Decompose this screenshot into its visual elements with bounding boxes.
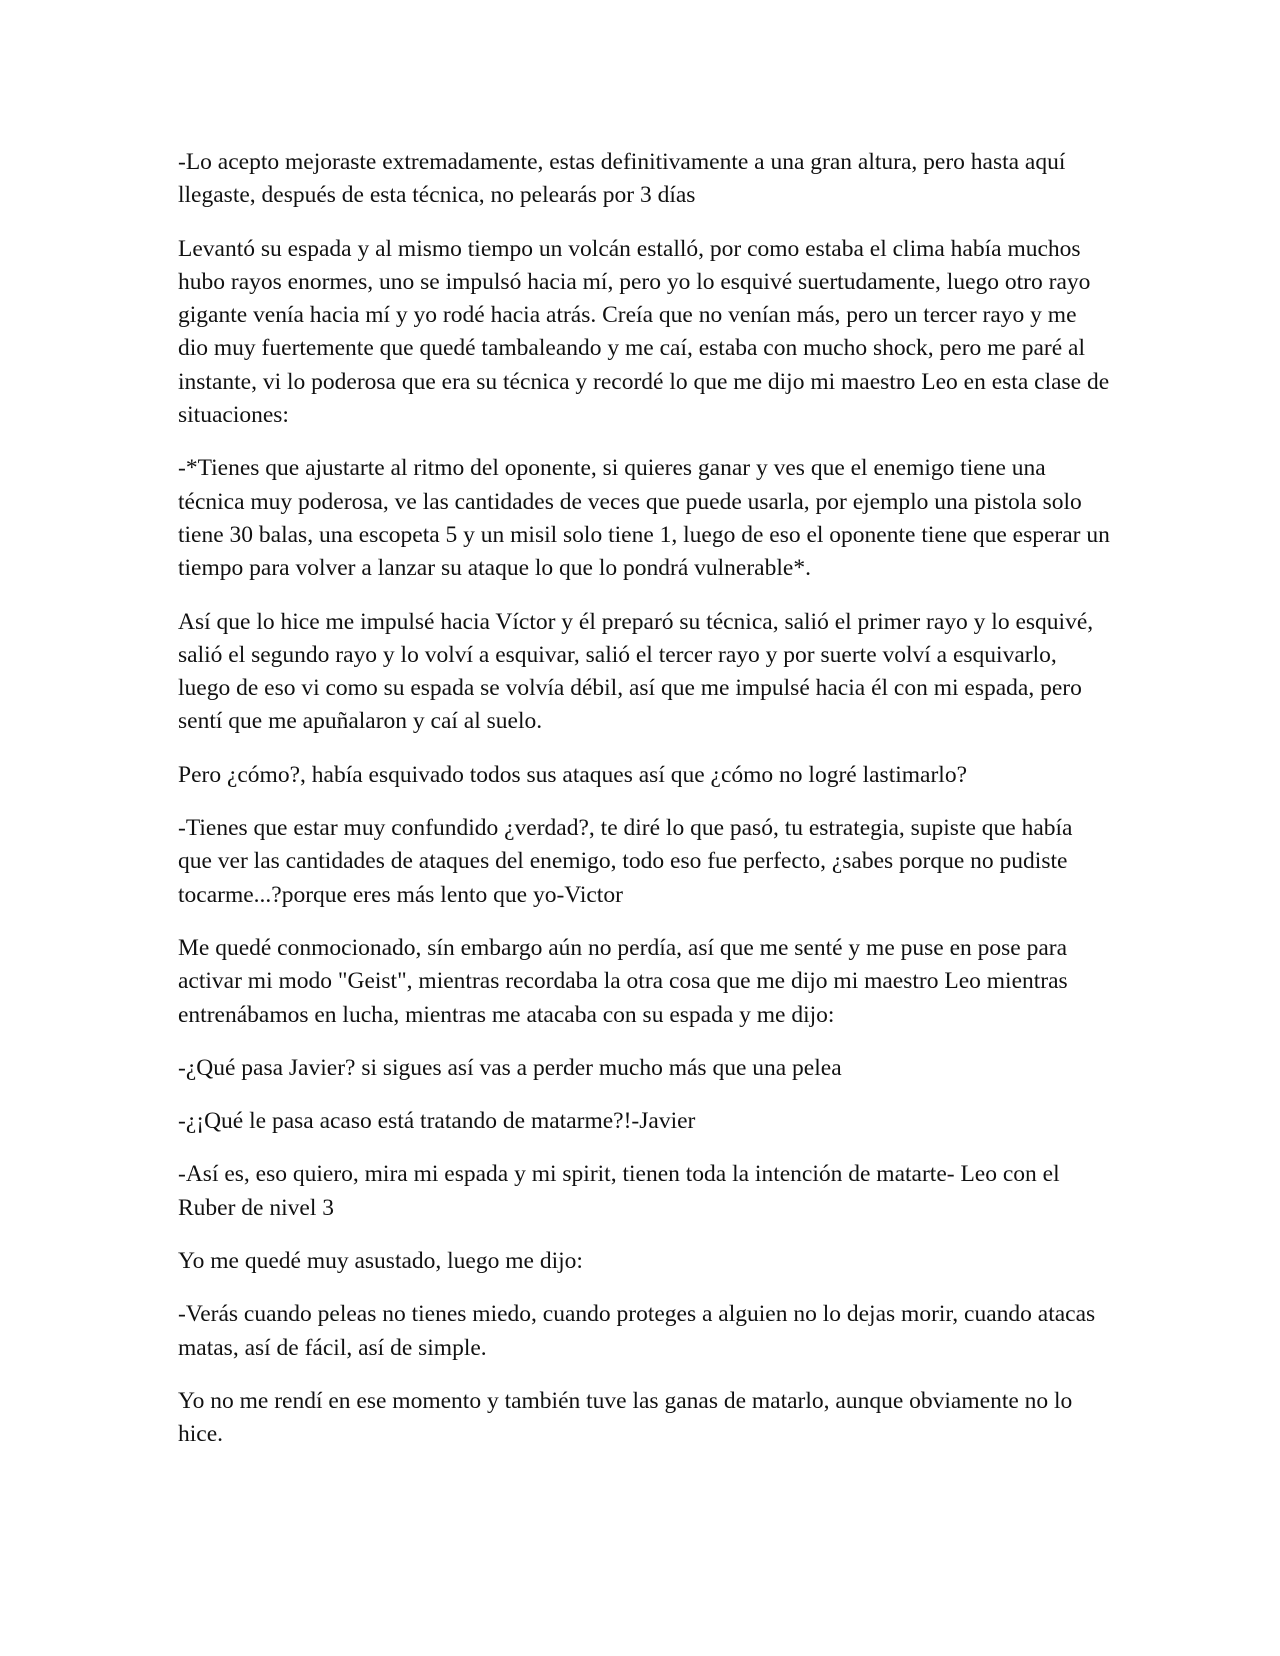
paragraph-10: -Así es, eso quiero, mira mi espada y mi spirit, tienen toda la intención de matarte- Leo con el Ruber de nivel 3 <box>178 1161 1060 1221</box>
paragraph-1: -Lo acepto mejoraste extremadamente, estas definitivamente a una gran altura, pero hasta aquí llegaste, después de esta técnica, no pelearás por 3 días <box>178 149 1066 209</box>
paragraph-6: -Tienes que estar muy confundido ¿verdad?, te diré lo que pasó, tu estrategia, supiste que había que ver las cantidades de ataques del enemigo, todo eso fue perfecto, ¿sabes porque no pudiste tocarme...?porque eres más lento que yo-Victor <box>178 815 1073 908</box>
paragraph-9: -¿¡Qué le pasa acaso está tratando de matarme?!-Javier <box>178 1108 696 1135</box>
paragraph-11: Yo me quedé muy asustado, luego me dijo: <box>178 1248 583 1275</box>
paragraph-8: -¿Qué pasa Javier? si sigues así vas a perder mucho más que una pelea <box>178 1054 842 1081</box>
paragraph-13: Yo no me rendí en ese momento y también tuve las ganas de matarlo, aunque obviamente no lo hice. <box>178 1387 1073 1448</box>
paragraph-2: Levantó su espada y al mismo tiempo un volcán estalló, por como estaba el clima había muchos hubo rayos enormes, uno se impulsó hacia mí, pero yo lo esquivé suertudamente, luego otro rayo gigante venía hacia mí y yo rodé hacia atrás. Creía que no venían más, pero un tercer rayo y me dio muy fuertemente que quedé tambaleando y me caí, estaba con mucho shock, pero me paré al instante, vi lo poderosa que era su técnica y recordé lo que me dijo mi maestro Leo en esta clase de situaciones: <box>178 235 1110 429</box>
paragraph-3: -*Tienes que ajustarte al ritmo del oponente, si quieres ganar y ves que el enemigo tiene una técnica muy poderosa, ve las cantidades de veces que puede usarla, por ejemplo una pistola solo tiene 30 balas, una escopeta 5 y un misil solo tiene 1, luego de eso el oponente tiene que esperar un tiempo para volver a lanzar su ataque lo que lo pondrá vulnerable*. <box>178 455 1110 582</box>
paragraph-7: Me quedé conmocionado, sín embargo aún no perdía, así que me senté y me puse en pose para activar mi modo "Geist", mientras recordaba la otra cosa que me dijo mi maestro Leo mientras entrenábamos en lucha, mientras me atacaba con su espada y me dijo: <box>178 934 1068 1028</box>
document-body <box>178 146 1110 1472</box>
paragraph-4: Así que lo hice me impulsé hacia Víctor y él preparó su técnica, salió el primer rayo y lo esquivé, salió el segundo rayo y lo volví a esquivar, salió el tercer rayo y por suerte volví a esquivarlo, luego de eso vi como su espada se volvía débil, así que me impulsé hacia él con mi espada, pero sentí que me apuñalaron y caí al suelo. <box>178 608 1094 735</box>
paragraph-5: Pero ¿cómo?, había esquivado todos sus ataques así que ¿cómo no logré lastimarlo? <box>178 761 967 788</box>
paragraph-12: -Verás cuando peleas no tienes miedo, cuando proteges a alguien no lo dejas morir, cuando atacas matas, así de fácil, así de simple. <box>178 1301 1096 1361</box>
